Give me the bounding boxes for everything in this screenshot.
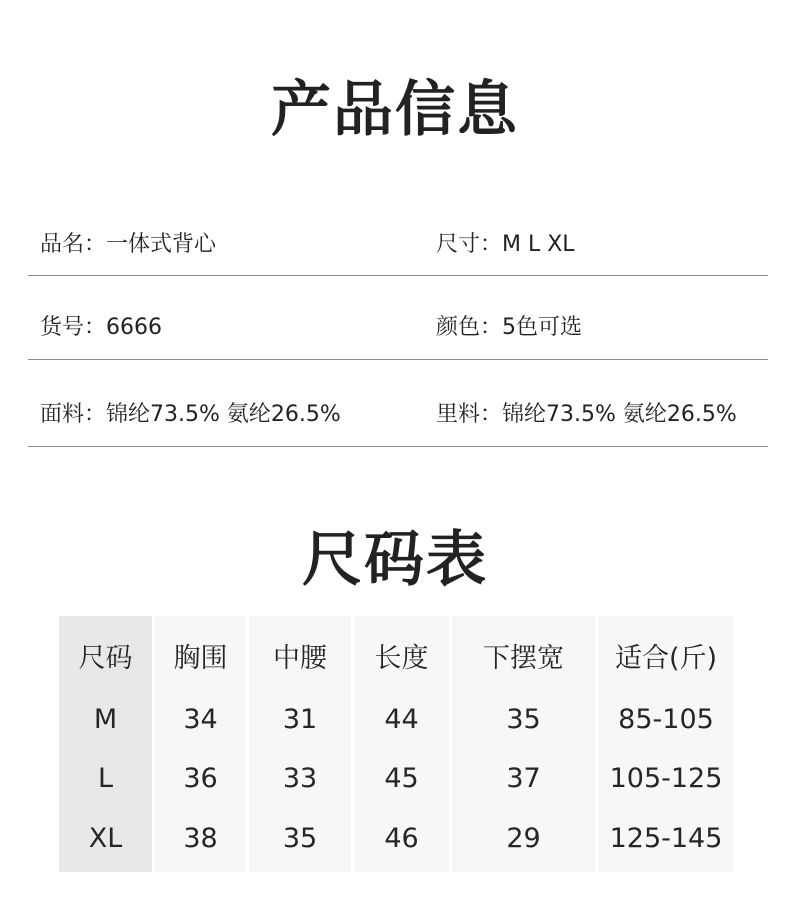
table-cell: 31 [282,704,318,735]
table-cell: 125-145 [609,823,723,854]
table-cell: 35 [506,704,541,735]
table-cell: 45 [384,763,419,794]
size-table-column-length [354,616,449,872]
column-header: 长度 [374,643,429,674]
column-header: 适合(斤) [614,643,718,674]
table-cell: 33 [282,763,318,794]
size-table-column-waist [249,616,351,872]
table-cell: 35 [282,823,318,854]
product-sku: 货号：6666 [40,315,162,340]
table-cell: XL [88,823,123,854]
table-cell: 44 [384,704,419,735]
table-cell: 38 [183,823,218,854]
product-fabric: 面料：锦纶73.5% 氨纶26.5% [40,402,341,427]
column-header: 尺码 [78,643,133,674]
table-cell: 29 [506,823,541,854]
table-cell: L [97,763,114,794]
size-chart-title: 尺码表 [302,525,488,595]
table-cell: 105-125 [609,763,723,794]
column-header: 胸围 [173,643,228,674]
product-colors: 颜色：5色可选 [436,315,582,340]
size-table-column-size [59,616,152,872]
size-table [59,616,734,872]
product-name: 品名：一体式背心 [40,232,217,257]
table-cell: M [93,704,118,735]
table-cell: 34 [183,704,218,735]
info-row [28,276,768,360]
column-header: 中腰 [273,643,327,674]
size-table-column-chest [155,616,246,872]
product-lining: 里料：锦纶73.5% 氨纶26.5% [436,402,737,427]
table-cell: 46 [384,823,419,854]
table-cell: 37 [506,763,541,794]
info-row [28,200,768,276]
size-table-column-hem [452,616,595,872]
product-info-title: 产品信息 [271,75,519,145]
table-cell: 36 [183,763,218,794]
info-row [28,360,768,447]
size-table-column-fit [598,616,734,872]
table-cell: 85-105 [618,704,714,735]
column-header: 下摆宽 [483,643,564,674]
product-sizes: 尺寸：M L XL [436,232,575,257]
